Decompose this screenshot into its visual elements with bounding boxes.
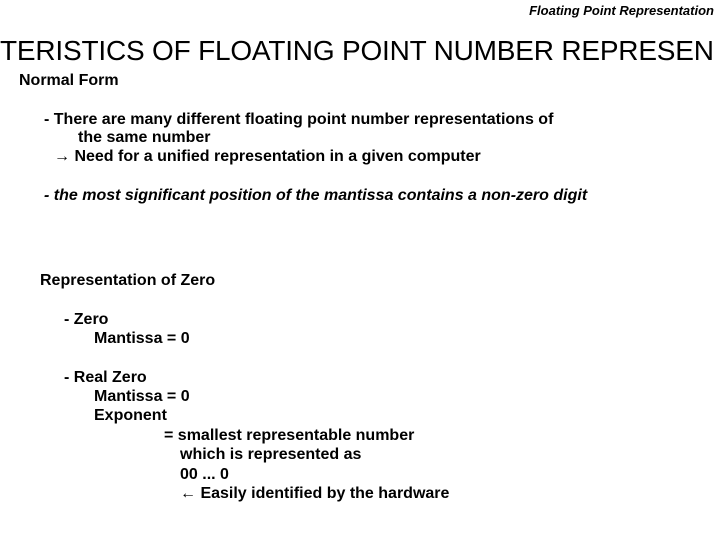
bullet-multiple-representations: - There are many different floating point number representations of (44, 111, 554, 128)
real-zero-exponent-value: = smallest representable number (164, 427, 415, 444)
zero-mantissa: Mantissa = 0 (94, 330, 190, 347)
bullet-multiple-representations-cont: the same number (78, 129, 211, 146)
bullet-real-zero: - Real Zero (64, 369, 147, 386)
real-zero-mantissa: Mantissa = 0 (94, 388, 190, 405)
bullet-unified-representation: → Need for a unified representation in a given computer (54, 148, 481, 165)
section-heading-representation-of-zero: Representation of Zero (40, 272, 216, 289)
real-zero-hardware-note: ← Easily identified by the hardware (180, 485, 450, 502)
real-zero-represented-as: which is represented as (180, 446, 362, 463)
section-heading-normal-form: Normal Form (19, 72, 119, 89)
slide-title: TERISTICS OF FLOATING POINT NUMBER REPRESEN (0, 35, 714, 66)
running-header-title: Floating Point Representation (529, 3, 714, 18)
bullet-most-significant-position: - the most significant position of the mantissa contains a non-zero digit (44, 187, 588, 204)
real-zero-bit-pattern: 00 ... 0 (180, 466, 229, 483)
bullet-zero: - Zero (64, 311, 109, 328)
real-zero-exponent: Exponent (94, 407, 167, 424)
